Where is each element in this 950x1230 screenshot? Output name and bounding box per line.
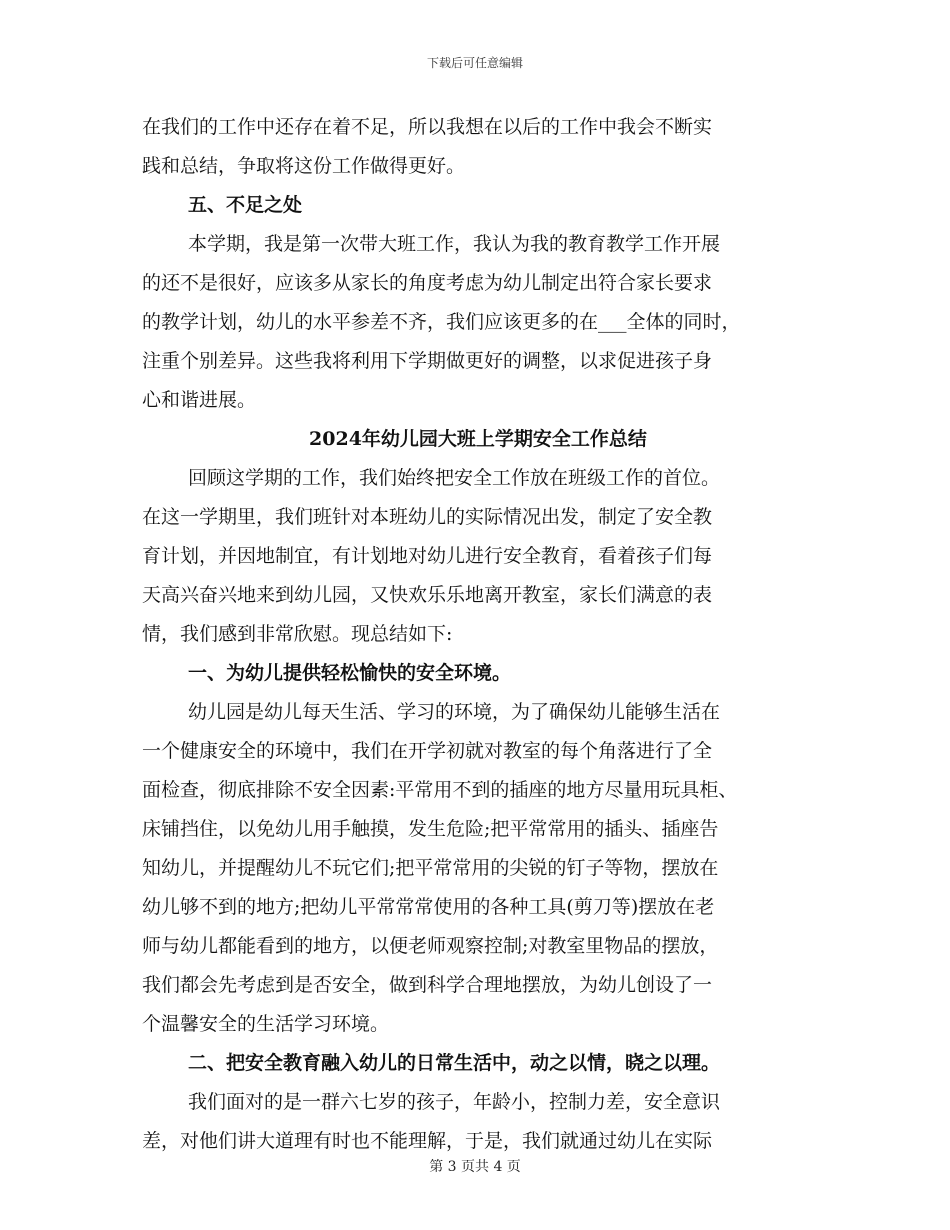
body-line: 知幼儿，并提醒幼儿不玩它们;把平常常用的尖锐的钉子等物，摆放在 — [142, 857, 719, 879]
body-line: 心和谐进展。 — [142, 389, 257, 411]
section-heading: 五、不足之处 — [188, 194, 303, 216]
body-line: 床铺挡住，以免幼儿用手触摸，发生危险;把平常常用的插头、插座告 — [142, 818, 719, 840]
body-line: 差，对他们讲大道理有时也不能理解，于是，我们就通过幼儿在实际 — [142, 1130, 713, 1152]
section-heading: 一、为幼儿提供轻松愉快的安全环境。 — [188, 662, 512, 684]
body-line: 师与幼儿都能看到的地方，以便老师观察控制;对教室里物品的摆放， — [142, 935, 719, 957]
page-footer: 第 3 页共 4 页 — [429, 1159, 521, 1175]
body-line: 回顾这学期的工作，我们始终把安全工作放在班级工作的首位。 — [188, 467, 721, 489]
body-line: 天高兴奋兴地来到幼儿园，又快欢乐乐地离开教室，家长们满意的表 — [142, 584, 713, 606]
body-line: 一个健康安全的环境中，我们在开学初就对教室的每个角落进行了全 — [142, 740, 713, 762]
body-line: 的教学计划，幼儿的水平参差不齐，我们应该更多的在___全体的同时， — [142, 311, 741, 333]
document-body — [142, 108, 814, 1161]
body-line: 面检查，彻底排除不安全因素:平常用不到的插座的地方尽量用玩具柜、 — [142, 779, 738, 801]
body-line: 在我们的工作中还存在着不足，所以我想在以后的工作中我会不断实 — [142, 116, 713, 138]
document-title: 2024年幼儿园大班上学期安全工作总结 — [309, 428, 647, 450]
body-line: 幼儿够不到的地方;把幼儿平常常常使用的各种工具(剪刀等)摆放在老 — [142, 896, 715, 918]
body-line: 育计划，并因地制宜，有计划地对幼儿进行安全教育，看着孩子们每 — [142, 545, 713, 567]
body-line: 的还不是很好，应该多从家长的角度考虑为幼儿制定出符合家长要求 — [142, 272, 713, 294]
body-line: 在这一学期里，我们班针对本班幼儿的实际情况出发，制定了安全教 — [142, 506, 713, 528]
body-line: 个温馨安全的生活学习环境。 — [142, 1013, 390, 1035]
body-line: 幼儿园是幼儿每天生活、学习的环境，为了确保幼儿能够生活在 — [188, 701, 721, 723]
body-line: 本学期，我是第一次带大班工作，我认为我的教育教学工作开展 — [188, 233, 721, 255]
body-line: 注重个别差异。这些我将利用下学期做更好的调整，以求促进孩子身 — [142, 350, 713, 372]
body-line: 我们面对的是一群六七岁的孩子，年龄小，控制力差，安全意识 — [188, 1091, 721, 1113]
body-line: 情，我们感到非常欣慰。现总结如下: — [142, 623, 453, 645]
section-heading: 二、把安全教育融入幼儿的日常生活中，动之以情，晓之以理。 — [188, 1052, 721, 1074]
page-header: 下载后可任意编辑 — [426, 56, 523, 70]
body-line: 践和总结，争取将这份工作做得更好。 — [142, 155, 466, 177]
body-line: 我们都会先考虑到是否安全，做到科学合理地摆放，为幼儿创设了一 — [142, 974, 713, 996]
